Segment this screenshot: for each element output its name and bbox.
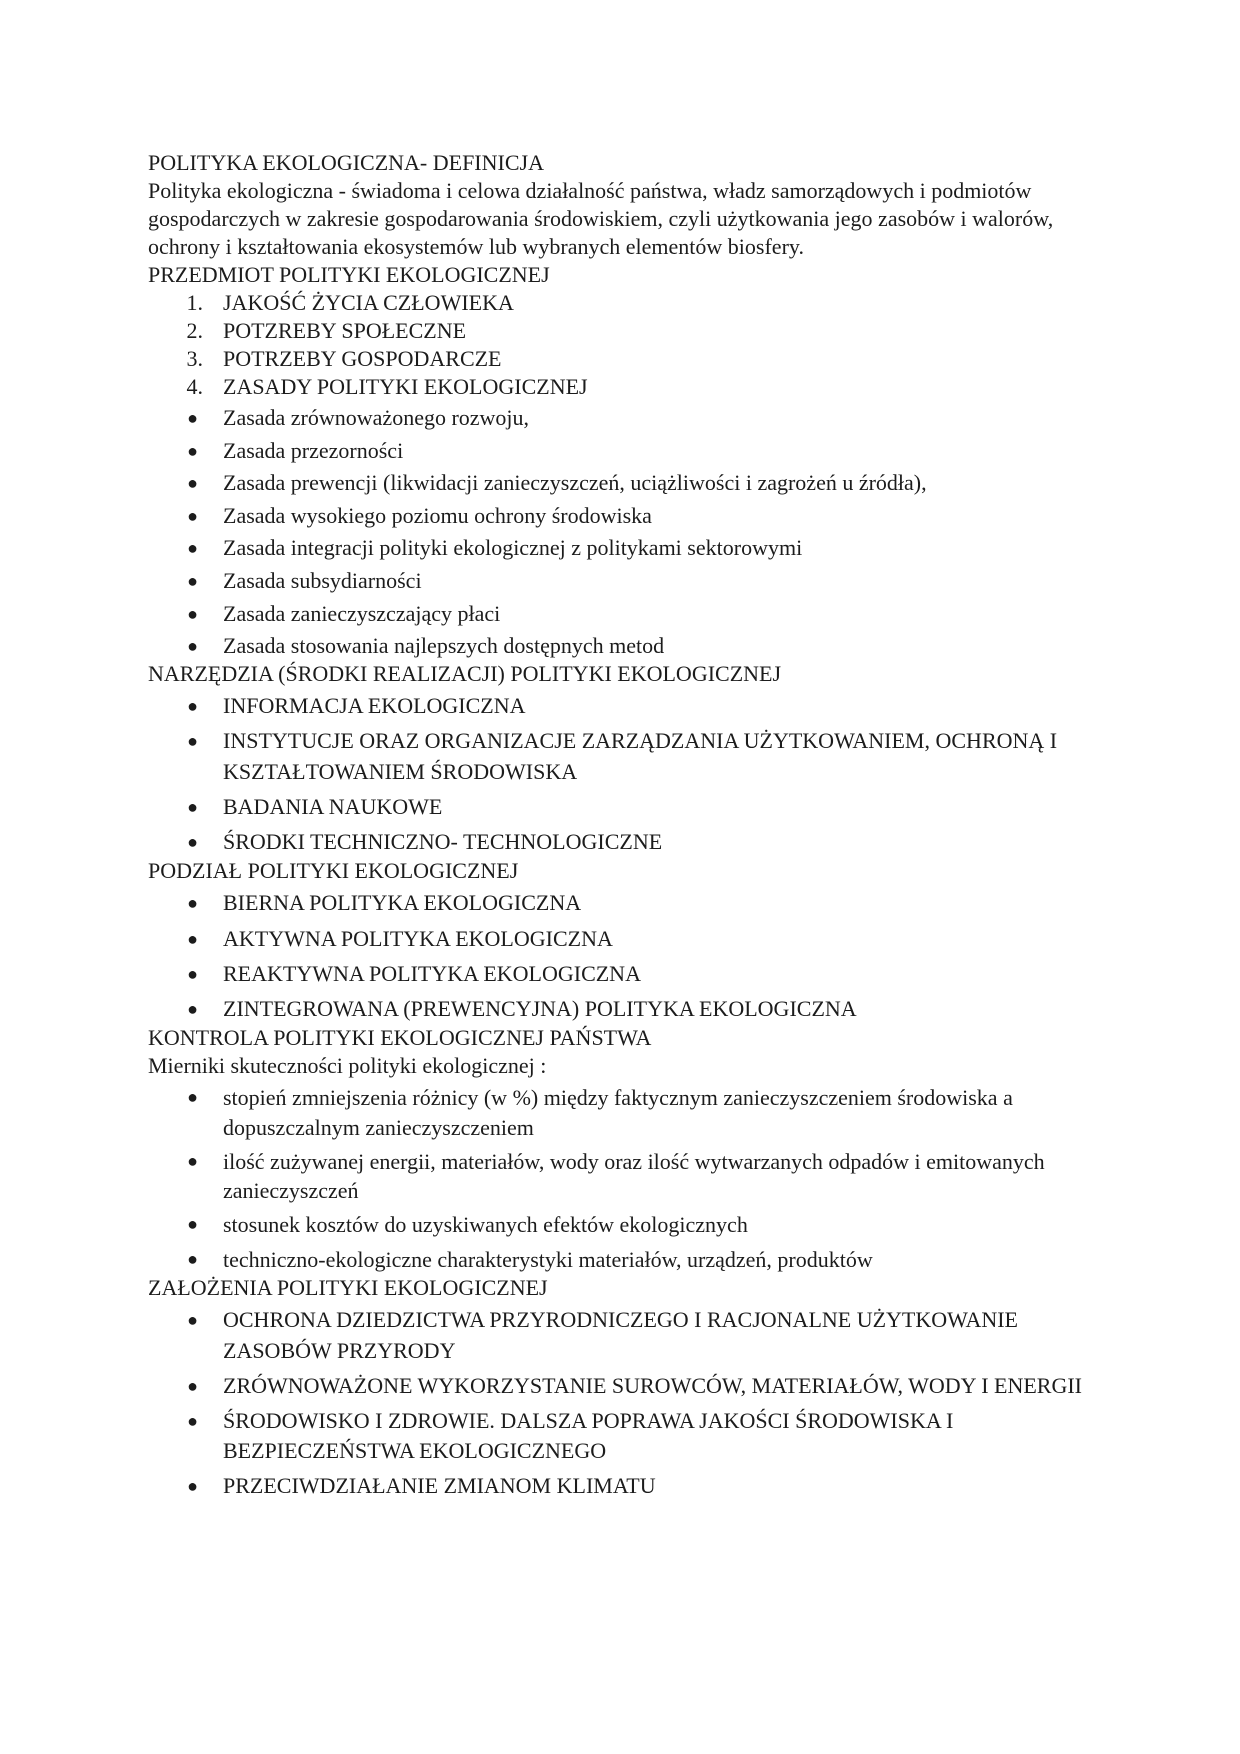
control-list <box>148 1083 1108 1274</box>
bullet-icon: ● <box>187 731 198 752</box>
bullet-icon: ● <box>187 408 198 428</box>
list-item-text: Zasada zrównoważonego rozwoju, <box>223 405 530 430</box>
list-item-text: ZRÓWNOWAŻONE WYKORZYSTANIE SUROWCÓW, MATERIAŁÓW, WODY I ENERGII <box>223 1372 1083 1398</box>
document-title: POLITYKA EKOLOGICZNA- DEFINICJA <box>148 150 544 175</box>
list-item <box>148 1305 1108 1366</box>
bullet-icon: ● <box>187 636 198 657</box>
list-item-text: stopień zmniejszenia różnicy (w %) między faktycznym zanieczyszczeniem środowiska a dopuszczalnym zanieczyszczeniem <box>223 1085 1013 1140</box>
list-item <box>148 600 1108 628</box>
list-item-text: REAKTYWNA POLITYKA EKOLOGICZNA <box>223 960 641 986</box>
section-heading-assumptions: ZAŁOŻENIA POLITYKI EKOLOGICZNEJ <box>148 1275 548 1300</box>
list-item <box>148 469 1108 497</box>
bullet-icon: ● <box>187 1375 198 1396</box>
principles-list <box>148 404 1108 660</box>
section-heading-division: PODZIAŁ POLITYKI EKOLOGICZNEJ <box>148 858 519 884</box>
list-number: 4. <box>186 374 203 399</box>
list-item-text: BIERNA POLITYKA EKOLOGICZNA <box>223 890 582 916</box>
bullet-icon: ● <box>187 1310 198 1330</box>
list-item <box>148 827 1108 858</box>
list-item-text: INSTYTUCJE ORAZ ORGANIZACJE ZARZĄDZANIA UŻYTKOWANIEM, OCHRONĄ I KSZTAŁTOWANIEM ŚRODOWISKA <box>223 728 1058 784</box>
list-item-text: OCHRONA DZIEDZICTWA PRZYRODNICZEGO I RACJONALNE UŻYTKOWANIE ZASOBÓW PRZYRODY <box>223 1307 1018 1363</box>
list-item-text: stosunek kosztów do uzyskiwanych efektów ekologicznych <box>223 1212 748 1238</box>
list-item-text: Zasada przezorności <box>223 437 404 463</box>
list-item <box>148 632 1108 660</box>
list-item-text: PRZECIWDZIAŁANIE ZMIANOM KLIMATU <box>223 1473 656 1499</box>
bullet-icon: ● <box>187 796 198 817</box>
list-item <box>148 691 1108 722</box>
list-number: 1. <box>186 290 203 315</box>
bullet-icon: ● <box>187 1476 198 1497</box>
bullet-icon: ● <box>187 1214 198 1235</box>
list-item <box>148 888 1108 919</box>
bullet-icon: ● <box>187 696 198 717</box>
bullet-icon: ● <box>187 831 198 852</box>
list-item <box>148 1245 1108 1275</box>
control-intro: Mierniki skuteczności polityki ekologicznej : <box>148 1053 547 1079</box>
bullet-icon: ● <box>187 538 198 559</box>
list-item <box>148 1371 1108 1402</box>
assumptions-list <box>148 1305 1108 1502</box>
list-item <box>148 289 1108 317</box>
section-heading-control: KONTROLA POLITYKI EKOLOGICZNEJ PAŃSTWA <box>148 1025 652 1051</box>
bullet-icon: ● <box>187 1248 198 1269</box>
bullet-icon: ● <box>187 473 198 494</box>
list-item <box>148 924 1108 955</box>
list-item-text: Zasada prewencji (likwidacji zanieczyszczeń, uciążliwości i zagrożeń u źródła), <box>223 470 927 496</box>
division-list <box>148 888 1108 1024</box>
list-item-text: techniczno-ekologiczne charakterystyki materiałów, urządzeń, produktów <box>223 1246 873 1272</box>
document-page <box>148 149 1108 1502</box>
bullet-icon: ● <box>187 998 198 1019</box>
list-item-text: Zasada subsydiarności <box>223 567 422 593</box>
list-item-text: BADANIA NAUKOWE <box>223 793 443 819</box>
bullet-icon: ● <box>187 1150 198 1171</box>
list-item <box>148 959 1108 990</box>
bullet-icon: ● <box>187 1087 198 1108</box>
list-item-text: ZINTEGROWANA (PREWENCYJNA) POLITYKA EKOLOGICZNA <box>223 995 857 1021</box>
list-item-text: Zasada zanieczyszczający płaci <box>223 600 501 626</box>
section-heading-tools: NARZĘDZIA (ŚRODKI REALIZACJI) POLITYKI EKOLOGICZNEJ <box>148 661 782 687</box>
list-item-text: Zasada wysokiego poziomu ochrony środowiska <box>223 502 652 528</box>
list-item <box>148 317 1108 345</box>
list-item <box>148 726 1108 787</box>
list-item <box>148 534 1108 562</box>
definition-paragraph: Polityka ekologiczna - świadoma i celowa działalność państwa, władz samorządowych i podmiotów gospodarczych w zakresie gospodarowania środowiskiem, czyli użytkowania jego zasobów i walorów, ochrony i kształtowania ekosystemów lub wybranych elementów biosfery. <box>148 178 1054 259</box>
list-item <box>148 1210 1108 1240</box>
list-item-text: ŚRODKI TECHNICZNO- TECHNOLOGICZNE <box>223 828 663 854</box>
list-item-text: ZASADY POLITYKI EKOLOGICZNEJ <box>223 374 588 399</box>
list-item <box>148 994 1108 1025</box>
list-item-text: ilość zużywanej energii, materiałów, wody oraz ilość wytwarzanych odpadów i emitowanych zanieczyszczeń <box>223 1148 1045 1204</box>
list-item-text: INFORMACJA EKOLOGICZNA <box>223 693 526 719</box>
bullet-icon: ● <box>187 505 198 526</box>
section-heading-subject: PRZEDMIOT POLITYKI EKOLOGICZNEJ <box>148 262 550 287</box>
list-item <box>148 792 1108 823</box>
subject-list <box>148 289 1108 401</box>
list-item <box>148 567 1108 595</box>
list-item-text: POTRZEBY GOSPODARCZE <box>223 346 502 371</box>
list-item-text: JAKOŚĆ ŻYCIA CZŁOWIEKA <box>223 290 514 315</box>
list-item <box>148 373 1108 401</box>
list-item-text: ŚRODOWISKO I ZDROWIE. DALSZA POPRAWA JAKOŚCI ŚRODOWISKA I BEZPIECZEŃSTWA EKOLOGICZNEGO <box>223 1407 954 1464</box>
list-item <box>148 345 1108 373</box>
tools-list <box>148 691 1108 857</box>
list-number: 2. <box>186 318 203 343</box>
list-item-text: POTZREBY SPOŁECZNE <box>223 318 467 343</box>
bullet-icon: ● <box>187 440 198 461</box>
list-item-text: Zasada integracji polityki ekologicznej z politykami sektorowymi <box>223 535 803 561</box>
bullet-icon: ● <box>187 893 198 914</box>
list-item <box>148 1147 1108 1206</box>
bullet-icon: ● <box>187 603 198 624</box>
list-item-text: Zasada stosowania najlepszych dostępnych metod <box>223 633 665 659</box>
list-item <box>148 437 1108 465</box>
bullet-icon: ● <box>187 570 198 591</box>
list-item <box>148 1083 1108 1142</box>
list-item <box>148 404 1108 432</box>
bullet-icon: ● <box>187 1410 198 1431</box>
bullet-icon: ● <box>187 928 198 949</box>
list-item <box>148 1406 1108 1467</box>
list-item-text: AKTYWNA POLITYKA EKOLOGICZNA <box>223 925 613 951</box>
list-item <box>148 1471 1108 1502</box>
bullet-icon: ● <box>187 963 198 984</box>
list-number: 3. <box>186 346 203 371</box>
list-item <box>148 502 1108 530</box>
